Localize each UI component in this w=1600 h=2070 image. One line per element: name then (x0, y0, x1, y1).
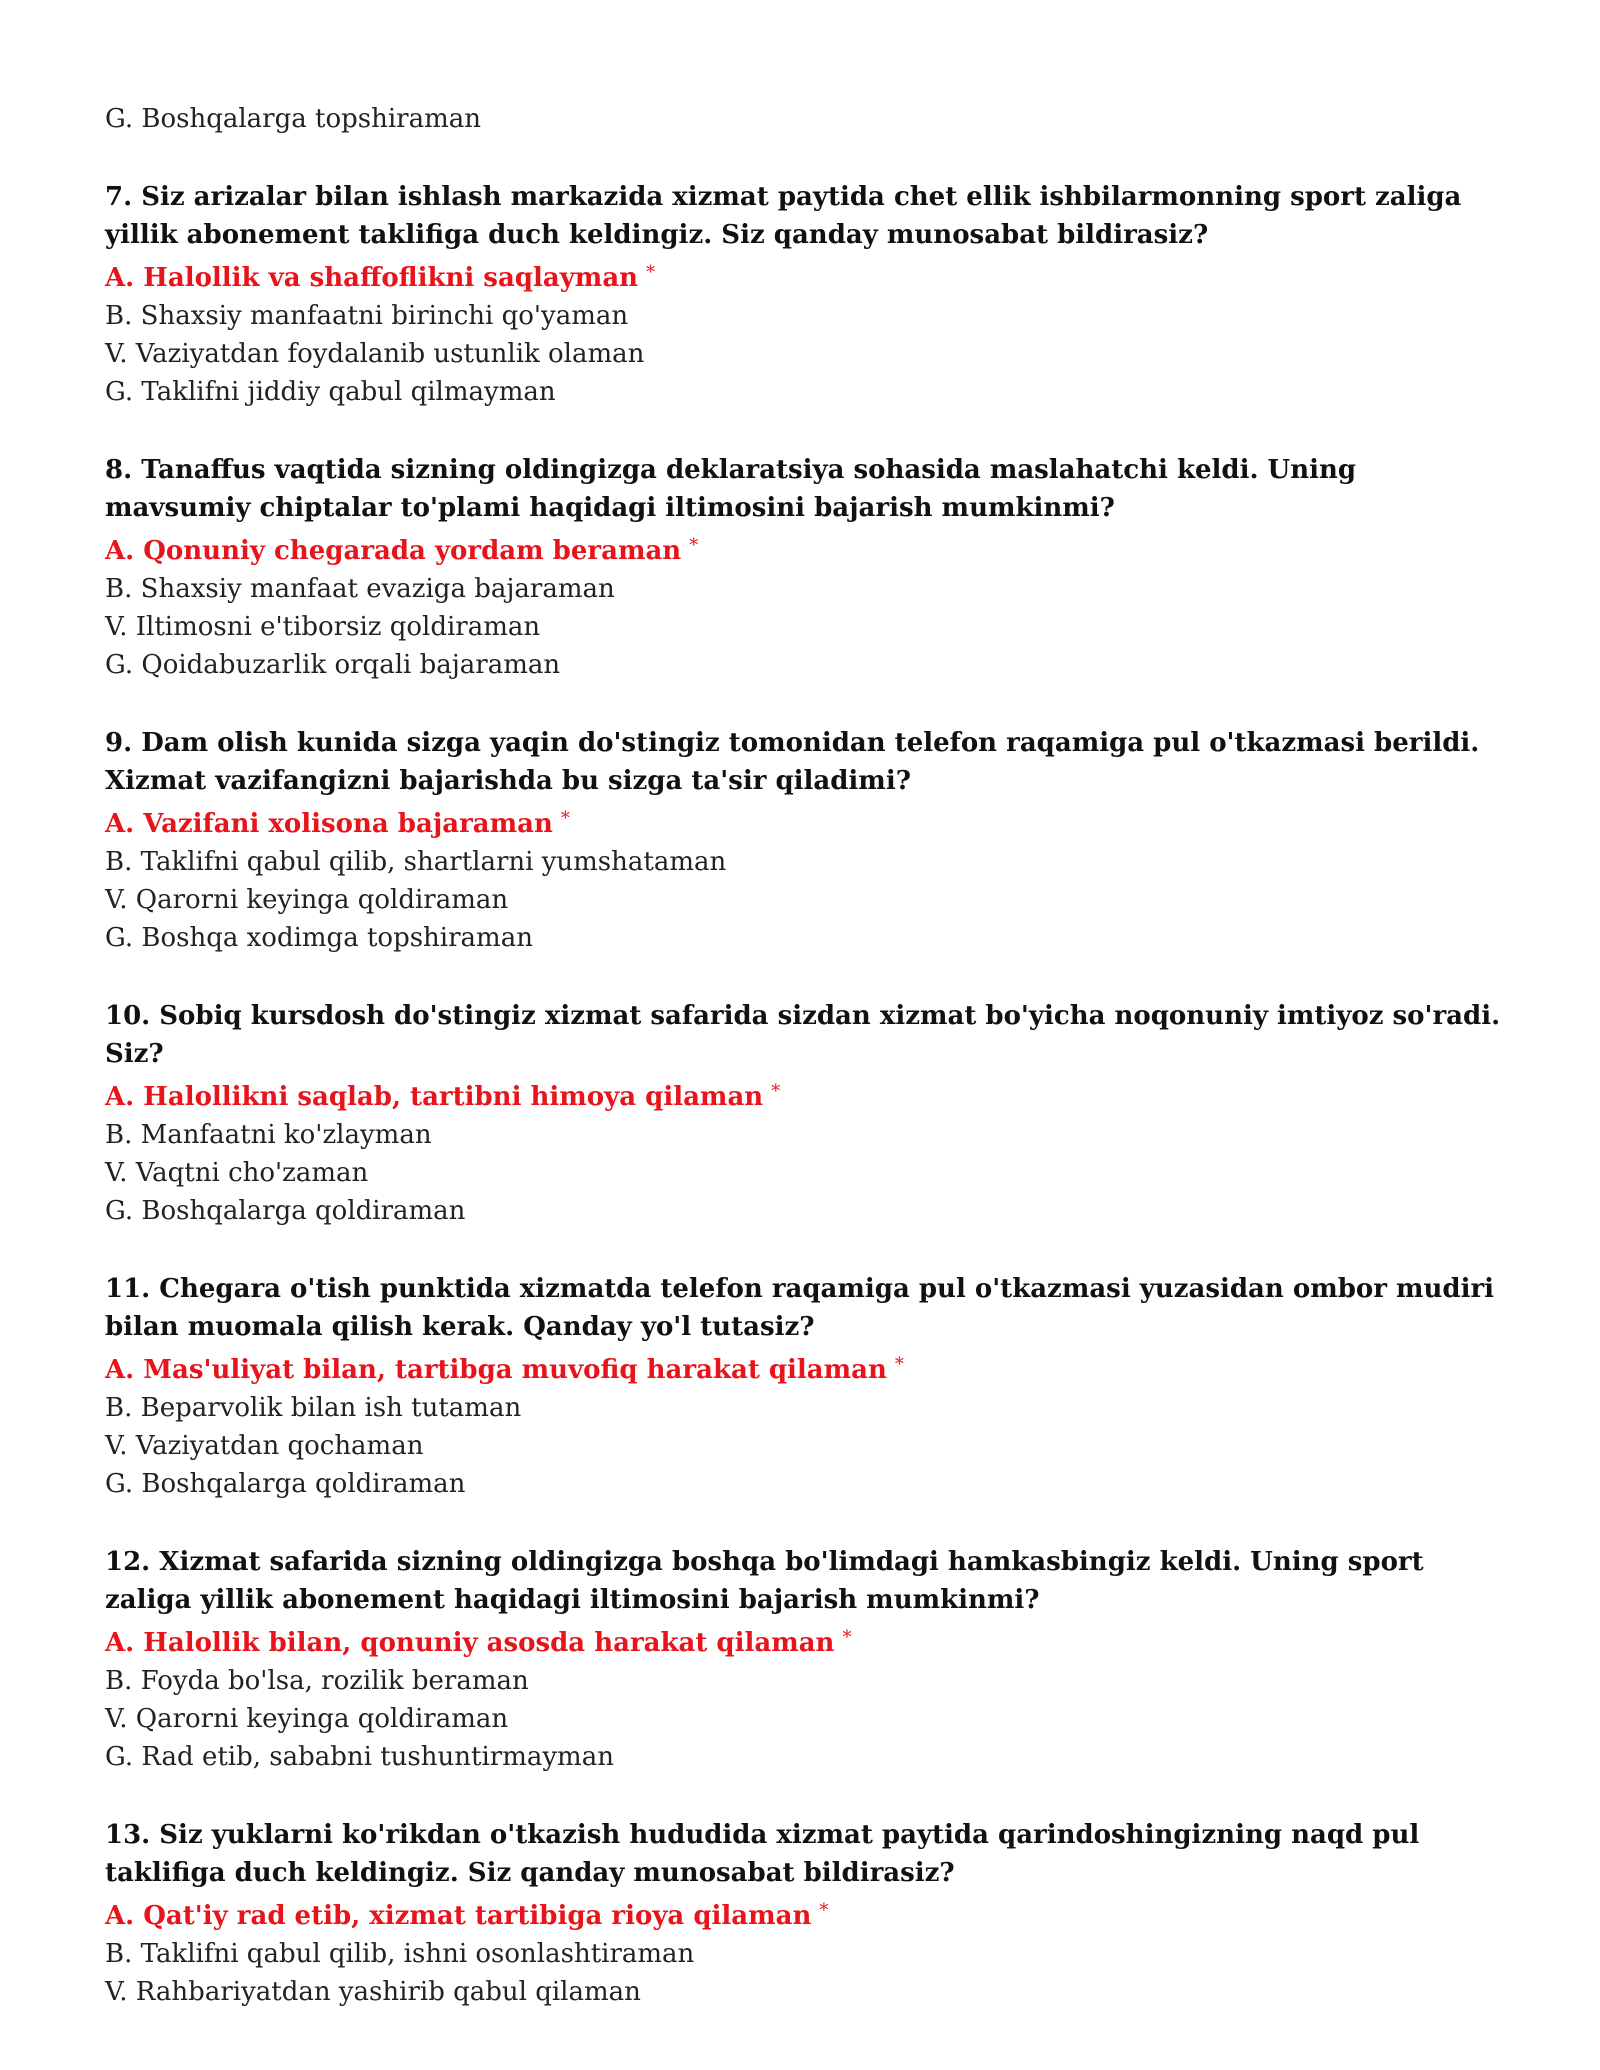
question-text: 13. Siz yuklarni ko'rikdan o'tkazish hududida xizmat paytida qarindoshingizning naqd pul taklifiga duch keldingiz. Siz qanday munosabat bildirasiz? (105, 1820, 1420, 1888)
correct-marker: * (894, 1354, 904, 1375)
correct-answer (105, 1892, 1505, 1935)
leading-option: G. Boshqalarga topshiraman (105, 104, 481, 134)
answer-label: G. Boshqa xodimga topshiraman (105, 923, 533, 953)
answer-option (105, 1738, 1505, 1776)
answer-option (105, 1192, 1505, 1230)
correct-answer (105, 1073, 1505, 1116)
answer-label: A. Vazifani xolisona bajaraman (105, 809, 553, 839)
question-list (105, 178, 1505, 2011)
answer-label: A. Halollik bilan, qonuniy asosda harakat qilaman (105, 1628, 835, 1658)
question-block (105, 997, 1505, 1230)
correct-answer (105, 254, 1505, 297)
answer-option (105, 1973, 1505, 2011)
answer-label: A. Qonuniy chegarada yordam beraman (105, 536, 682, 566)
question-text: 10. Sobiq kursdosh do'stingiz xizmat safarida sizdan xizmat bo'yicha noqonuniy imtiyoz so'radi. Siz? (105, 1001, 1501, 1069)
correct-marker: * (771, 1081, 781, 1102)
answer-label: B. Manfaatni ko'zlayman (105, 1120, 432, 1150)
answer-label: G. Boshqalarga qoldiraman (105, 1196, 466, 1226)
answer-label: B. Taklifni qabul qilib, ishni osonlashtiraman (105, 1939, 695, 1969)
answer-label: V. Vaqtni cho'zaman (105, 1158, 369, 1188)
answer-option (105, 646, 1505, 684)
answer-option (105, 1116, 1505, 1154)
correct-answer (105, 527, 1505, 570)
correct-answer (105, 800, 1505, 843)
answer-label: V. Qarorni keyinga qoldiraman (105, 1704, 509, 1734)
answer-option (105, 1427, 1505, 1465)
question-block (105, 724, 1505, 957)
question-block (105, 1816, 1505, 2011)
correct-answer (105, 1346, 1505, 1389)
answer-option (105, 335, 1505, 373)
answer-option (105, 608, 1505, 646)
answer-label: V. Qarorni keyinga qoldiraman (105, 885, 509, 915)
correct-marker: * (560, 808, 570, 829)
answer-option (105, 1465, 1505, 1503)
correct-answer (105, 1619, 1505, 1662)
answer-label: A. Qat'iy rad etib, xizmat tartibiga rioya qilaman (105, 1901, 812, 1931)
answer-option (105, 1935, 1505, 1973)
question-block (105, 1543, 1505, 1776)
question-block (105, 1270, 1505, 1503)
question-block (105, 451, 1505, 684)
answer-option (105, 881, 1505, 919)
document-page (105, 100, 1505, 2011)
answer-label: B. Shaxsiy manfaatni birinchi qo'yaman (105, 301, 629, 331)
answer-label: B. Taklifni qabul qilib, shartlarni yumshataman (105, 847, 727, 877)
answer-label: B. Shaxsiy manfaat evaziga bajaraman (105, 574, 615, 604)
answer-label: A. Halollik va shaffoflikni saqlayman (105, 263, 639, 293)
answer-option (105, 297, 1505, 335)
question-text: 8. Tanaffus vaqtida sizning oldingizga deklaratsiya sohasida maslahatchi keldi. Uning mavsumiy chiptalar to'plami haqidagi iltimosini bajarish mumkinmi? (105, 455, 1357, 523)
question-block (105, 178, 1505, 411)
answer-option (105, 373, 1505, 411)
answer-label: A. Mas'uliyat bilan, tartibga muvofiq harakat qilaman (105, 1355, 887, 1385)
answer-option (105, 1662, 1505, 1700)
answer-option (105, 1389, 1505, 1427)
answer-label: A. Halollikni saqlab, tartibni himoya qilaman (105, 1082, 764, 1112)
answer-option (105, 1700, 1505, 1738)
answer-label: V. Vaziyatdan foydalanib ustunlik olaman (105, 339, 645, 369)
answer-option (105, 843, 1505, 881)
answer-label: B. Foyda bo'lsa, rozilik beraman (105, 1666, 529, 1696)
correct-marker: * (646, 262, 656, 283)
answer-label: G. Qoidabuzarlik orqali bajaraman (105, 650, 561, 680)
answer-label: V. Vaziyatdan qochaman (105, 1431, 424, 1461)
answer-option (105, 919, 1505, 957)
correct-marker: * (819, 1900, 829, 1921)
correct-marker: * (842, 1627, 852, 1648)
answer-option (105, 570, 1505, 608)
answer-label: G. Boshqalarga qoldiraman (105, 1469, 466, 1499)
answer-label: B. Beparvolik bilan ish tutaman (105, 1393, 522, 1423)
answer-label: G. Rad etib, sababni tushuntirmayman (105, 1742, 614, 1772)
question-text: 11. Chegara o'tish punktida xizmatda telefon raqamiga pul o'tkazmasi yuzasidan ombor mudiri bilan muomala qilish kerak. Qanday yo'l tutasiz? (105, 1274, 1495, 1342)
answer-label: V. Iltimosni e'tiborsiz qoldiraman (105, 612, 541, 642)
question-text: 7. Siz arizalar bilan ishlash markazida xizmat paytida chet ellik ishbilarmonning sport zaliga yillik abonement taklifiga duch keldingiz. Siz qanday munosabat bildirasiz? (105, 182, 1462, 250)
question-text: 12. Xizmat safarida sizning oldingizga boshqa bo'limdagi hamkasbingiz keldi. Uning sport zaliga yillik abonement haqidagi iltimosini bajarish mumkinmi? (105, 1547, 1424, 1615)
answer-label: G. Taklifni jiddiy qabul qilmayman (105, 377, 556, 407)
answer-label: V. Rahbariyatdan yashirib qabul qilaman (105, 1977, 641, 2007)
question-text: 9. Dam olish kunida sizga yaqin do'stingiz tomonidan telefon raqamiga pul o'tkazmasi berildi. Xizmat vazifangizni bajarishda bu sizga ta'sir qiladimi? (105, 728, 1480, 796)
correct-marker: * (689, 535, 699, 556)
answer-option (105, 1154, 1505, 1192)
